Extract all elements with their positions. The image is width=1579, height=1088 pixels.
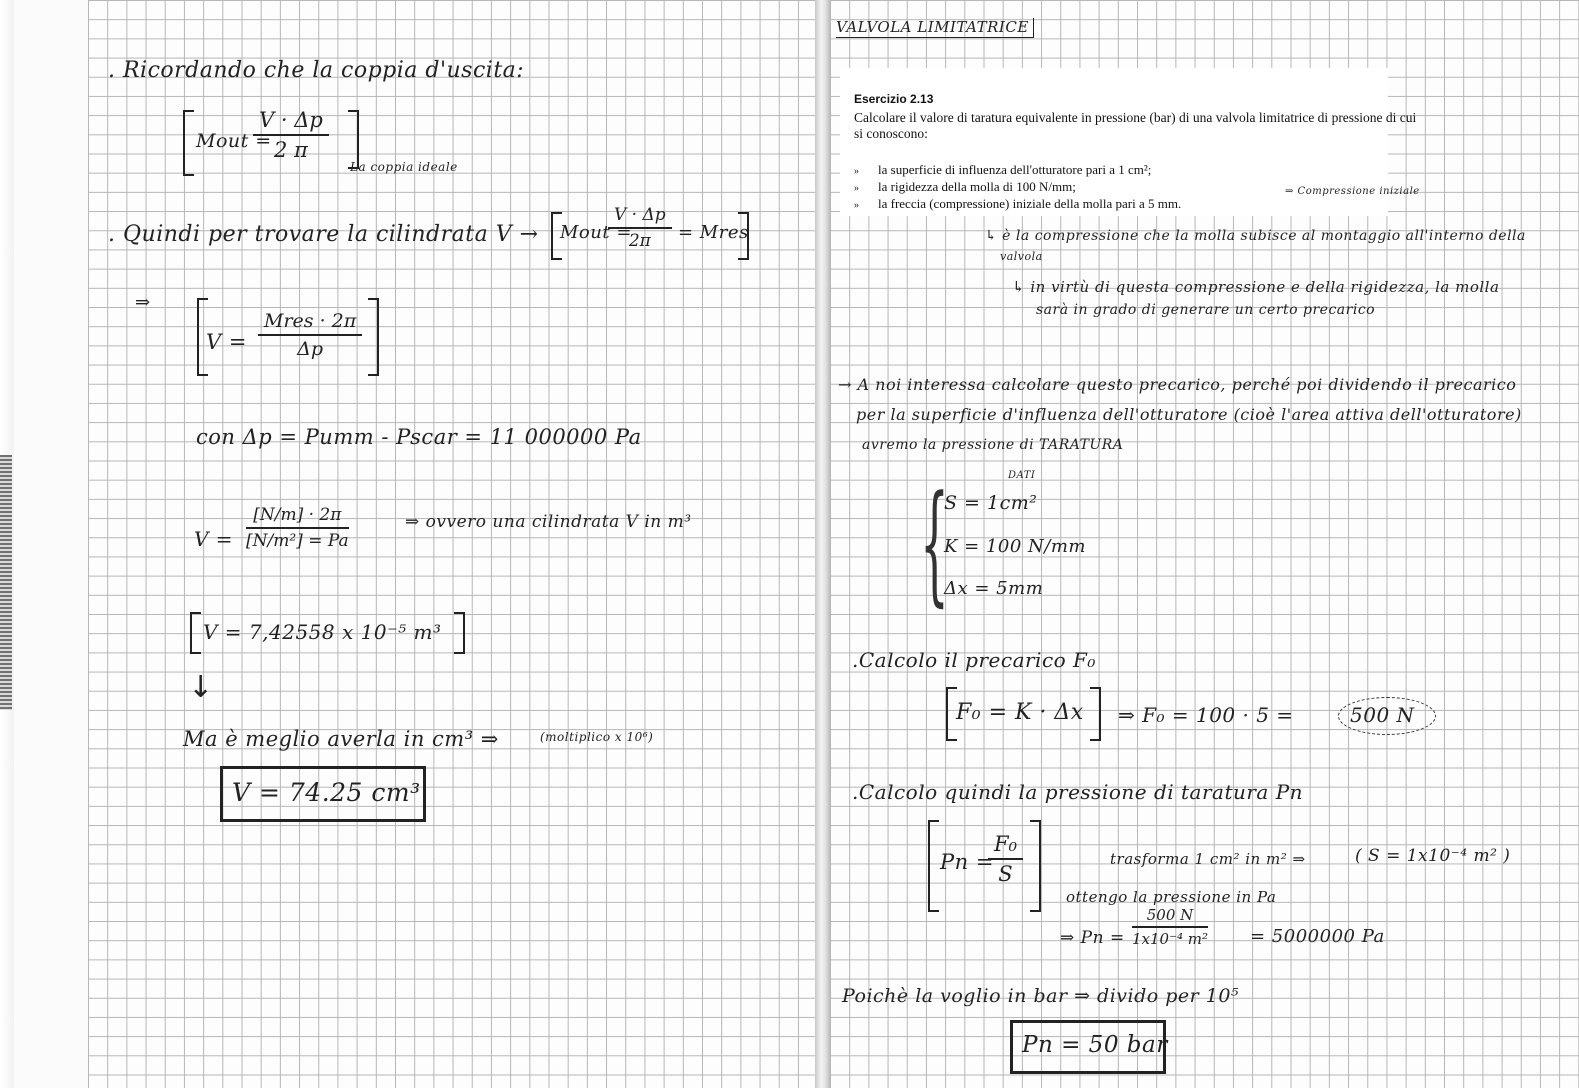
fraction-denominator: Δp [297,338,324,360]
note-line: . Ricordando che la coppia d'uscita: [108,58,525,83]
final-answer: V = 74.25 cm³ [232,778,421,807]
formula-note: La coppia ideale [350,160,458,174]
formula-fraction [253,108,329,162]
fraction-numerator: V · Δp [253,108,329,136]
formula-lhs: Mout = [560,222,632,243]
note-line: sarà in grado di generare un certo precarico [1036,302,1376,318]
exercise-item-text: la freccia (compressione) iniziale della molla pari a 5 mm. [878,196,1182,211]
note-line: ↳ è la compressione che la molla subisce al montaggio all'interno della [985,228,1526,244]
formula-fraction [246,505,349,551]
exercise-title: Esercizio 2.13 [854,92,934,106]
formula-fraction [988,832,1023,886]
exercise-annotation: ⇒ Compressione iniziale [1285,186,1420,197]
formula-lhs: ⇒ Pn = [1060,928,1125,948]
formula-lhs: V = [194,527,234,551]
formula-lhs: V = [206,330,247,354]
note-line: ⇒ ovvero una cilindrata V in m³ [405,512,692,532]
note-line: Ma è meglio averla in cm³ ⇒ [183,727,499,751]
data-item: K = 100 N/mm [944,536,1087,557]
arrow-down-icon: ↓ [188,670,214,705]
formula-result: ( S = 1x10⁻⁴ m² ) [1355,846,1511,866]
formula-bracket [738,212,749,260]
implies-symbol: ⇒ [135,292,151,313]
fraction-denominator: 2π [628,231,651,251]
fraction-denominator: [N/m²] = Pa [246,531,349,551]
curly-brace: { [920,467,950,619]
note-aside: (moltiplico x 10⁶) [540,730,654,744]
exercise-text: Calcolare il valore di taratura equivalente in pressione (bar) di una valvola limitatrice di pressione di cui si conoscono: [854,110,1417,141]
formula-lhs: Mout = [196,130,272,152]
formula-result: ⇒ F₀ = 100 · 5 = [1118,703,1294,727]
formula-fraction [608,205,672,251]
exercise-item-text: la superficie di influenza dell'otturatore pari a 1 cm²; [878,162,1152,177]
fraction-numerator: F₀ [988,832,1023,860]
formula-bracket [368,298,379,376]
exercise-item [854,196,1181,213]
note-line: per la superficie d'influenza dell'otturatore (cioè l'area attiva dell'otturatore) [856,405,1522,424]
scan-artifact [0,455,12,710]
exercise-item [854,179,1181,196]
formula-rhs: = 5000000 Pa [1250,926,1385,947]
formula-bracket [928,820,939,912]
page-header: VALVOLA LIMITATRICE [836,18,1034,38]
formula-bracket [190,612,201,654]
fraction-numerator: V · Δp [608,205,672,229]
notebook-spine [815,0,830,1088]
fraction-denominator: 2 π [273,138,308,162]
exercise-item [854,162,1181,179]
exercise-list [854,162,1181,213]
formula-bracket [454,612,465,654]
formula-rhs: = Mres [678,222,749,243]
formula-bracket [1090,687,1101,741]
note-line: → A noi interessa calcolare questo precarico, perché poi dividendo il precarico [838,375,1517,394]
bullet-mark: » [854,183,859,194]
note-line: ↳ in virtù di questa compressione e della rigidezza, la molla [1012,278,1500,296]
data-item: Δx = 5mm [944,578,1044,599]
formula-result: V = 7,42558 x 10⁻⁵ m³ [203,620,442,644]
fraction-numerator: [N/m] · 2π [246,505,349,529]
formula: F₀ = K · Δx [956,700,1084,725]
note-line: con Δp = Pumm - Pscar = 11 000000 Pa [196,425,642,449]
bullet-mark: » [854,200,859,211]
formula-fraction [1132,906,1208,948]
note-line: ottengo la pressione in Pa [1066,888,1277,906]
formula-bracket [183,110,194,176]
note-line: .Calcolo il precarico F₀ [852,648,1096,672]
final-answer: Pn = 50 bar [1022,1032,1168,1058]
data-item: S = 1cm² [944,492,1038,514]
fraction-numerator: Mres · 2π [258,310,362,336]
note-line: valvola [1000,250,1043,263]
note-line: avremo la pressione di TARATURA [862,437,1124,453]
formula-lhs: Pn = [940,850,994,874]
formula-fraction [258,310,362,360]
fraction-denominator: S [998,862,1013,886]
exercise-item-text: la rigidezza della molla di 100 N/mm; [878,179,1076,194]
circled-value: 500 N [1350,703,1415,727]
data-label: DATI [1008,470,1036,481]
note-line: . Quindi per trovare la cilindrata V → [108,222,539,247]
note-line: Poichè la voglio in bar ⇒ divido per 10⁵ [842,985,1240,1007]
bullet-mark: » [854,166,859,177]
fraction-denominator: 1x10⁻⁴ m² [1132,930,1209,948]
formula-bracket [1030,820,1041,912]
fraction-numerator: 500 N [1132,906,1208,928]
note-line: trasforma 1 cm² in m² ⇒ [1110,850,1306,868]
note-line: .Calcolo quindi la pressione di taratura Pn [852,780,1304,804]
